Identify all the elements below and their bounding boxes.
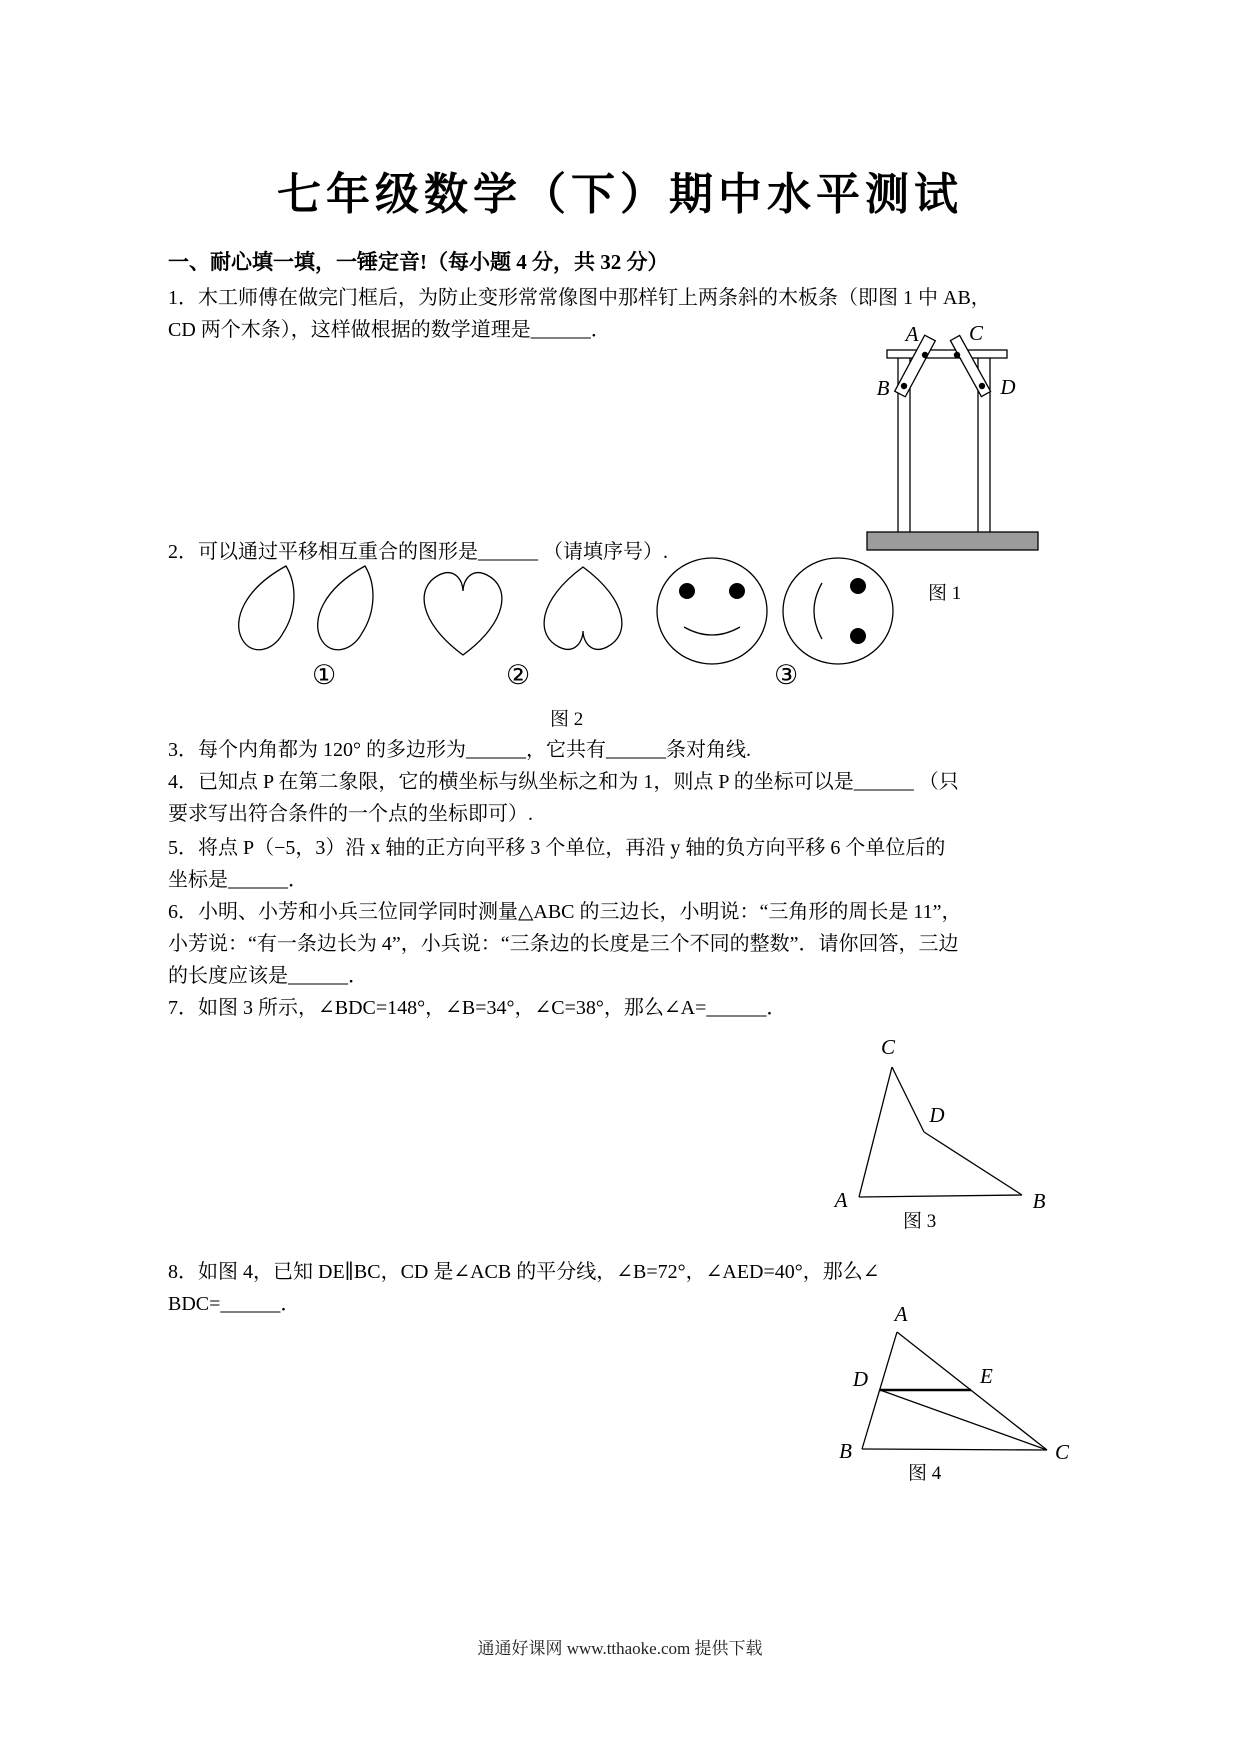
figure-4-caption: 图 4 (908, 1463, 942, 1484)
question-2-line-1: 2．可以通过平移相互重合的图形是______ （请填序号）. (168, 541, 668, 563)
fig4-line-bc (862, 1449, 1047, 1450)
fig4-label-e: E (980, 1364, 993, 1388)
fig4-label-c: C (1055, 1440, 1070, 1464)
question-5-line-1: 5．将点 P（−5，3）沿 x 轴的正方向平移 3 个单位，再沿 y 轴的负方向平移 6 个单位后的 (168, 837, 946, 859)
question-5-line-2: 坐标是______． (168, 869, 308, 891)
fig2-heart-inverted (544, 567, 622, 649)
fig4-label-a: A (894, 1302, 908, 1326)
figure-4-triangle (760, 1295, 1090, 1470)
fig2-heart (424, 573, 502, 655)
footer-watermark: 通通好课网 www.tthaoke.com 提供下载 (477, 1639, 763, 1658)
question-4-line-1: 4．已知点 P 在第二象限，它的横坐标与纵坐标之和为 1，则点 P 的坐标可以是______ （只 (168, 771, 959, 793)
figure-2-shapes (210, 555, 910, 667)
fig1-nail-2 (954, 352, 960, 358)
fig3-label-b: B (1032, 1189, 1046, 1213)
fig3-label-d: D (929, 1103, 945, 1127)
fig2-teardrop-2 (318, 566, 373, 650)
question-6-line-3: 的长度应该是______． (168, 965, 368, 987)
fig1-label-c: C (968, 321, 984, 345)
fig2-smiley-rotated (783, 558, 893, 664)
fig3-label-a: A (834, 1188, 848, 1212)
figure-1-caption: 图 1 (928, 583, 962, 604)
fig4-line-dc (880, 1390, 1047, 1450)
fig1-base (867, 532, 1038, 550)
fig3-line-db (924, 1132, 1022, 1195)
question-1-line-2: CD 两个木条），这样做根据的数学道理是______． (168, 319, 611, 341)
question-6-line-1: 6．小明、小芳和小兵三位同学同时测量△ABC 的三边长，小明说：“三角形的周长是 11”， (168, 901, 962, 923)
fig4-label-b: B (839, 1439, 852, 1463)
figure-2-group-label-3: ③ (774, 660, 799, 690)
fig1-label-a: A (905, 322, 919, 346)
question-8-line-2: BDC=______． (168, 1293, 301, 1315)
fig3-line-ab (859, 1195, 1022, 1197)
fig3-line-ac (859, 1067, 892, 1197)
fig1-top-beam (887, 350, 1007, 358)
figure-3-caption: 图 3 (903, 1211, 937, 1232)
figure-2-caption: 图 2 (550, 709, 584, 730)
question-3-line-1: 3．每个内角都为 120° 的多边形为______，它共有______条对角线. (168, 739, 751, 761)
fig2-teardrop-1 (239, 566, 294, 650)
figure-1-door-frame (850, 321, 1070, 575)
fig3-line-cd (892, 1067, 924, 1132)
question-4-line-2: 要求写出符合条件的一个点的坐标即可）. (168, 803, 533, 825)
fig4-label-d: D (852, 1367, 868, 1391)
fig3-label-c: C (880, 1035, 896, 1059)
question-1-line-1: 1．木工师傅在做完门框后，为防止变形常常像图中那样钉上两条斜的木板条（即图 1 中 AB， (168, 287, 991, 309)
question-8-line-1: 8．如图 4，已知 DE∥BC，CD 是∠ACB 的平分线，∠B=72°，∠AED=40°，那么∠ (168, 1261, 880, 1283)
figure-2-group-label-2: ② (506, 660, 531, 690)
figure-2-group-label-1: ① (312, 660, 337, 690)
fig1-nail-4 (979, 383, 985, 389)
fig1-label-b: B (876, 376, 890, 400)
figure-3-angle-figure (740, 1030, 1080, 1220)
question-6-line-2: 小芳说：“有一条边长为 4”，小兵说：“三条边的长度是三个不同的整数”．请你回答，三边 (168, 933, 959, 955)
fig1-label-d: D (1000, 375, 1016, 399)
section1-heading: 一、耐心填一填，一锤定音!（每小题 4 分，共 32 分） (168, 250, 669, 274)
page-title: 七年级数学（下）期中水平测试 (277, 169, 963, 220)
question-7-line-1: 7．如图 3 所示，∠BDC=148°，∠B=34°，∠C=38°，那么∠A=______． (168, 997, 787, 1019)
fig2-smiley-upright (657, 558, 767, 664)
fig1-nail-1 (922, 352, 928, 358)
fig1-nail-3 (901, 383, 907, 389)
